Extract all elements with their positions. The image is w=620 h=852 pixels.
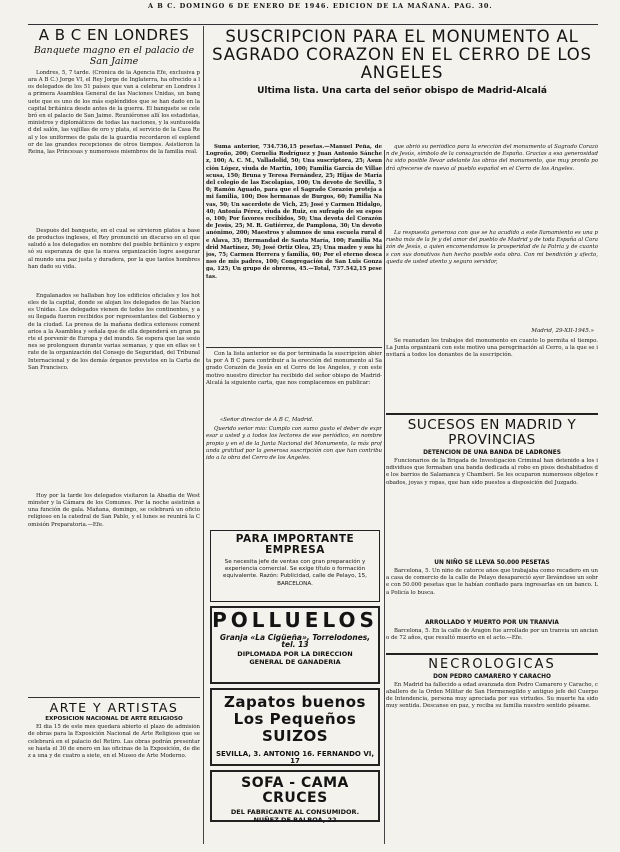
ad-sofa [210, 770, 380, 822]
necro-kicker: DON PEDRO CAMARERO Y CARACHO [433, 673, 551, 680]
tranvia-text: Barcelona, 5. En la calle de Aragón fue arrollado por un tranvía un anciano de 72 años, que resultó muerto en el acto.—Efe. [386, 628, 598, 642]
necro-rule [386, 653, 598, 655]
page-header: A B C. DOMINGO 6 DE ENERO DE 1946. EDICION DE LA MAÑANA. PAG. 30. [148, 2, 493, 10]
ad-polluelos-title: POLLUELOS [212, 608, 378, 632]
nino-kicker: UN NIÑO SE LLEVA 50.000 PESETAS [434, 560, 550, 566]
tranvia-kicker: ARROLLADO Y MUERTO POR UN TRANVIA [425, 620, 559, 626]
ad-polluelos [210, 606, 380, 684]
suscripcion-paragraph-2: Con la lista anterior se da por terminada la suscripción abierta por A B C para contribuir a la erección del monumento al Sagrado Corazón de Jesús en el Cerro de los Angeles, y con este motivo nuestro director ha recibido del señor obispo de Madrid-Alcalá la siguiente carta, que nos complacemos en publicar: [206, 351, 382, 386]
londres-paragraph-4: Hoy por la tarde los delegados visitaron la Abadía de Westminster y la Cámara de los Comunes. Por la noche asistirán a una función de gala. Mañana, domingo, se celebrará un oficio religioso en la catedral de San Pablo, y el lunes se reunirá la Comisión Preparatoria.—Efe. [28, 492, 200, 528]
sucesos-title: SUCESOS EN MADRID Y PROVINCIAS [407, 417, 577, 448]
ad-empresa [210, 530, 380, 602]
header-rule [28, 24, 598, 25]
list-rule [206, 347, 382, 348]
arte-rule [28, 697, 200, 698]
ad-polluelos-sub: Granja «La Cigüeña», Torrelodones, tel. 13 [219, 633, 371, 650]
column-divider-left [203, 26, 204, 844]
cerro-paragraph: Se reanudan los trabajos del monumento en cuanto lo permita el tiempo. La Junta organizará con este motivo una peregrinación al Cerro, a la que se invitará a todos los donantes de la suscripción. [386, 338, 598, 359]
sucesos-text: Funcionarios de la Brigada de Investigación Criminal han detenido a los individuos que formaban una banda dedicada al robo en pisos deshabitados de los barrios de Salamanca y Chamberí. Se les ocuparon numerosos objetos robados, joyas y ropas, que han sido puestos a disposición del Juzgado. [386, 458, 598, 486]
ad-empresa-title: PARA IMPORTANTE EMPRESA [235, 533, 355, 557]
ad-zapatos [210, 688, 380, 766]
letter-signature: Madrid, 29-XII-1945.» [531, 328, 594, 334]
ad-zapatos-title: Zapatos buenos Los Pequeños SUIZOS [224, 693, 366, 745]
nino-text: Barcelona, 5. Un niño de catorce años que trabajaba como recadero en una casa de comercio de la calle de Pelayo desapareció ayer llevándose un sobre con 50.000 pesetas que le habían confiado para ingresarlas en un banco. La Policía lo busca. [386, 568, 598, 596]
ad-sofa-address: DEL FABRICANTE AL CONSUMIDOR. NUÑEZ DE BALBOA, 22 [230, 808, 360, 824]
necrologicas-title: NECROLOGICAS [428, 657, 556, 672]
middle-column [206, 144, 382, 484]
arte-text: El día 15 de este mes quedará abierto el plazo de admisión de obras para la Exposición Nacional de Arte Religioso que se celebrará en el palacio del Retiro. Las obras podrán presentarse hasta el 30 de enero en las oficinas de la Exposición, de diez a una y de cuatro a siete, en el Museo de Arte Moderno. [28, 724, 200, 759]
londres-paragraph-3: Engalanados se hallaban hoy los edificios oficiales y los hoteles de la capital, donde se alojan los delegados de las Naciones Unidas. Los delegados vienen de todos los continentes, y a su llegada fueron recibidos por representantes del Gobierno y de la ciudad. La prensa de la mañana dedica extensos comentarios a la Asamblea y señala que de ella dependerá en gran parte el porvenir de Europa y del mundo. Se espera que las sesiones se prolonguen durante varias semanas, y que en ellas se trate de la organización del Consejo de Seguridad, del Tribunal Internacional y de los demás órganos previstos en la Carta de San Francisco. [28, 292, 200, 371]
suscripcion-subtitle: Ultima lista. Una carta del señor obispo de Madrid-Alcalá [257, 86, 547, 96]
ad-zapatos-address: SEVILLA, 3. ANTONIO 16. FERNANDO VI, 17 [215, 750, 375, 766]
column-divider-right [384, 150, 385, 844]
arte-kicker: EXPOSICION NACIONAL DE ARTE RELIGIOSO [45, 716, 183, 723]
londres-paragraph-1: Londres, 5, 7 tarde. (Crónica de la Agencia Efe, exclusiva para A B C.) Jorge VI, el Rey Jorge de Inglaterra, ha ofrecido a los delegados de los 51 países que van a celebrar en Londres la primera Asamblea General de las Naciones Unidas, un banquete que es uno de los más espléndidos que se han dado en la capital británica desde antes de la guerra. El banquete se celebró en el palacio de San Jaime. Reuniéronse allí los estadistas, ministros y diplomáticos de todas las naciones, y la suntuosidad del salón, las vajillas de oro y plata, el servicio de la Casa Real y los uniformes de gala de la guardia recordaron el esplendor de las grandes recepciones de otros tiempos. Asistieron la Reina, las Princesas y numerosos miembros de la familia real. [28, 69, 200, 155]
letter-text: Querido señor mío: Cumplo con sumo gusto el deber de expresar a usted y a todos los lectores de ese periódico, en nombre propio y en el de la Junta Nacional del Monumento, la más profunda gratitud por la generosa suscripción con que han contribuido a la obra del Cerro de los Angeles. [206, 426, 382, 462]
sucesos-rule [386, 413, 598, 415]
arte-title: ARTE Y ARTISTAS [49, 700, 179, 715]
sucesos-kicker: DETENCION DE UNA BANDA DE LADRONES [423, 450, 561, 456]
left-column [28, 28, 200, 665]
suscripcion-list: Suma anterior, 734.736,15 pesetas.—Manuel Peña, de Logroño, 200; Cornelia Rodríguez y Juan Antonio Sánchez, 100; A. C. M., Valladolid, 50; Una suscriptora, 25; Asunción López, viuda de Martín, 100; Familia García de Villaescusa, 150; Bruna y Teresa Fernández, 25; Hijas de María del colegio de las Escolapias, 100; Un devoto de Sevilla, 50; Ramón Aguado, para que el Sagrado Corazón proteja a mi familia, 100; Dos hermanas de Burgos, 60; Familia Navas, 50; Un sacerdote de Vich, 25; José y Carmen Hidalgo, 40; Antonia Pérez, viuda de Ruiz, en sufragio de su esposo, 100; Por favores recibidos, 50; Una devota del Corazón de Jesús, 25; M. R. Gutiérrez, de Pamplona, 30; Un devoto anónimo, 200; Maestros y alumnos de una escuela rural de Alava, 35; Hermandad de Santa María, 100; Familia Madrid Martínez, 50; José Ortiz Olea, 25; Una madre y sus hijos, 75; Carmen Herrera y familia, 60; Por el eterno descanso de mis padres, 100; Congregación de San Luis Gonzaga, 125; Un grupo de obreros, 45.—Total, 737.542,15 pesetas. [206, 144, 382, 280]
londres-paragraph-2: Después del banquete, en el cual se sirvieron platos a base de productos ingleses, el Rey pronunció un discurso en el que saludó a los delegados en nombre del pueblo británico y expresó su esperanza de que la nueva organización logre asegurar al mundo una paz justa y duradera, por la que tantos hombres han dado su vida. [28, 227, 200, 270]
letter-continued-1: que abrió su periódico para la erección del monumento al Sagrado Corazón de Jesús, símbolo de la consagración de España. Gracias a esa generosidad ha sido posible llevar adelante las obras del monumento, que muy pronto podrá ofrecerse de nuevo al pueblo español en el Cerro de los Angeles. [386, 144, 598, 172]
necro-text: En Madrid ha fallecido a edad avanzada don Pedro Camarero y Caracho, caballero de la Orden Militar de San Hermenegildo y antiguo jefe del Cuerpo de Intendencia, persona muy apreciada por sus virtudes. Su muerte ha sido muy sentida. Descanse en paz, y reciba su familia nuestro sentido pésame. [386, 681, 598, 710]
abc-londres-title: A B C EN LONDRES [38, 26, 190, 44]
ad-polluelos-diploma: DIPLOMADA POR LA DIRECCION GENERAL DE GANADERIA [237, 650, 353, 666]
ad-sofa-title: SOFA - CAMA CRUCES [241, 775, 349, 806]
suscripcion-title: SUSCRIPCION PARA EL MONUMENTO AL SAGRADO CORAZON EN EL CERRO DE LOS ANGELES [212, 27, 592, 82]
suscripcion-headline [206, 28, 598, 98]
right-column [386, 144, 598, 740]
arte-section [28, 694, 200, 844]
ad-empresa-text: Se necesita jefe de ventas con gran preparación y experiencia comercial. Se exige título o formación equivalente. Razón: Publicidad, calle de Pelayo, 15, BARCELONA. [223, 559, 367, 587]
abc-londres-subtitle: Banquete magno en el palacio de San Jaime [33, 44, 195, 67]
letter-salutation: «Señor director de A B C, Madrid. [220, 417, 314, 423]
letter-continued-2: La respuesta generosa con que se ha acudido a este llamamiento es una prueba más de la fe y del amor del pueblo de Madrid y de toda España al Corazón de Jesús, a quien encomendamos la prosperidad de la Patria y de cuantos con sus donativos han hecho posible esta obra. Con mi bendición y afecto, queda de usted atento y seguro servidor, [386, 230, 598, 265]
